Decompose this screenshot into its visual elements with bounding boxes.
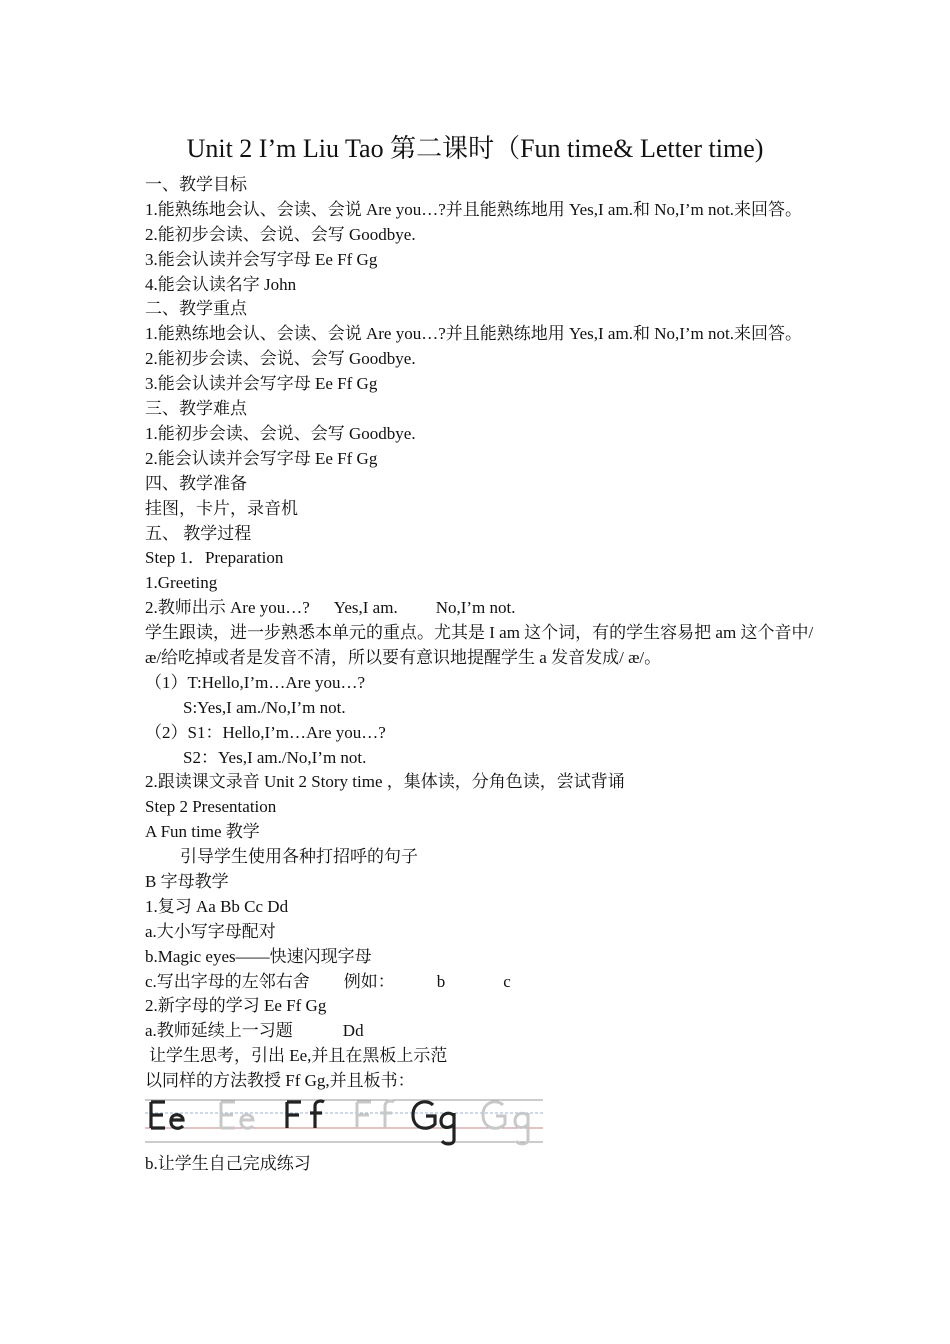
- document-title: Unit 2 I’m Liu Tao 第二课时（Fun time& Letter time): [186, 134, 764, 163]
- neighbors-text: c.写出字母的左邻右舍: [145, 971, 310, 991]
- step-1-heading: Step 1．Preparation: [145, 548, 284, 568]
- match-line: a.大小写字母配对: [145, 921, 276, 941]
- think-line: 让学生思考，引出 Ee,并且在黑板上示范: [149, 1046, 448, 1066]
- continue-dd: Dd: [342, 1021, 364, 1041]
- dialogue-2-s1: （2）S1：Hello,I’m…Are you…?: [145, 722, 386, 742]
- key-point-3: 3.能会认读并会写字母 Ee Ff Gg: [145, 374, 378, 394]
- four-line-grid-letters: [145, 1096, 543, 1148]
- step-2-heading: Step 2 Presentation: [145, 797, 277, 817]
- objective-4: 4.能会认读名字 John: [145, 274, 297, 294]
- pronunciation-paragraph: 学生跟读，进一步熟悉本单元的重点。尤其是 I am 这个词，有的学生容易把 am 这个音中/ æ/给吃掉或者是发音不清，所以要有意识地提醒学生 a 发音发成/ æ/。: [145, 623, 814, 667]
- same-method-line: 以同样的方法教授 Ff Gg,并且板书：: [145, 1071, 415, 1091]
- letter-E-light: [221, 1102, 253, 1128]
- teacher-shows-line: [145, 596, 815, 621]
- section-heading-difficulties: 三、教学难点: [145, 399, 247, 419]
- objective-2: 2.能初步会读、会说、会写 Goodbye.: [145, 224, 416, 244]
- continue-text: a.教师延续上一习题: [145, 1021, 293, 1041]
- letter-E-dark: [151, 1102, 183, 1128]
- example-label: 例如：: [343, 971, 395, 991]
- dialogue-2-s2: S2：Yes,I am./No,I’m not.: [183, 747, 367, 767]
- neighbors-line: [145, 970, 815, 995]
- section-heading-key-points: 二、教学重点: [145, 299, 247, 319]
- guide-line: 引导学生使用各种打招呼的句子: [180, 847, 418, 867]
- letter-teaching-heading: B 字母教学: [145, 872, 229, 891]
- greeting-line: 1.Greeting: [145, 573, 218, 593]
- letter-G-light: [483, 1102, 528, 1144]
- example-c: c: [503, 971, 511, 991]
- key-point-1: 1.能熟练地会认、会读、会说 Are you…?并且能熟练地用 Yes,I am.和 No,I’m not.来回答。: [145, 324, 802, 344]
- teacher-shows-text: 2.教师出示 Are you…?: [145, 598, 310, 618]
- document-body: [145, 173, 815, 1177]
- answer-no: No,I’m not.: [435, 598, 516, 618]
- dialogue-1-teacher: （1）T:Hello,I’m…Are you…?: [145, 672, 366, 692]
- follow-reading-line: 2.跟读课文录音 Unit 2 Story time ，集体读，分角色读，尝试背诵: [145, 772, 625, 792]
- fun-time-heading: A Fun time 教学: [145, 822, 260, 842]
- answer-yes: Yes,I am.: [333, 598, 398, 618]
- handwriting-letters-image: [145, 1096, 543, 1148]
- letter-G-dark: [413, 1102, 454, 1144]
- difficulty-2: 2.能会认读并会写字母 Ee Ff Gg: [145, 448, 378, 468]
- letter-F-light: [357, 1101, 394, 1128]
- section-heading-preparation: 四、教学准备: [145, 473, 247, 493]
- section-heading-process: 五、 教学过程: [145, 523, 252, 543]
- practice-line: b.让学生自己完成练习: [145, 1154, 311, 1174]
- continue-line: [145, 1019, 815, 1044]
- section-heading-objectives: 一、教学目标: [145, 175, 247, 194]
- example-b: b: [436, 971, 446, 991]
- objective-1: 1.能熟练地会认、会读、会说 Are you…?并且能熟练地用 Yes,I am.和 No,I’m not.来回答。: [145, 199, 802, 219]
- review-line: 1.复习 Aa Bb Cc Dd: [145, 896, 289, 916]
- preparation-items: 挂图，卡片，录音机: [145, 498, 298, 518]
- new-letters-line: 2.新字母的学习 Ee Ff Gg: [145, 996, 327, 1016]
- key-point-2: 2.能初步会读、会说、会写 Goodbye.: [145, 349, 416, 369]
- dialogue-1-student: S:Yes,I am./No,I’m not.: [183, 697, 346, 717]
- letter-F-dark: [287, 1101, 324, 1128]
- difficulty-1: 1.能初步会读、会说、会写 Goodbye.: [145, 423, 416, 443]
- magic-eyes-line: b.Magic eyes——快速闪现字母: [145, 946, 372, 966]
- objective-3: 3.能会认读并会写字母 Ee Ff Gg: [145, 249, 378, 269]
